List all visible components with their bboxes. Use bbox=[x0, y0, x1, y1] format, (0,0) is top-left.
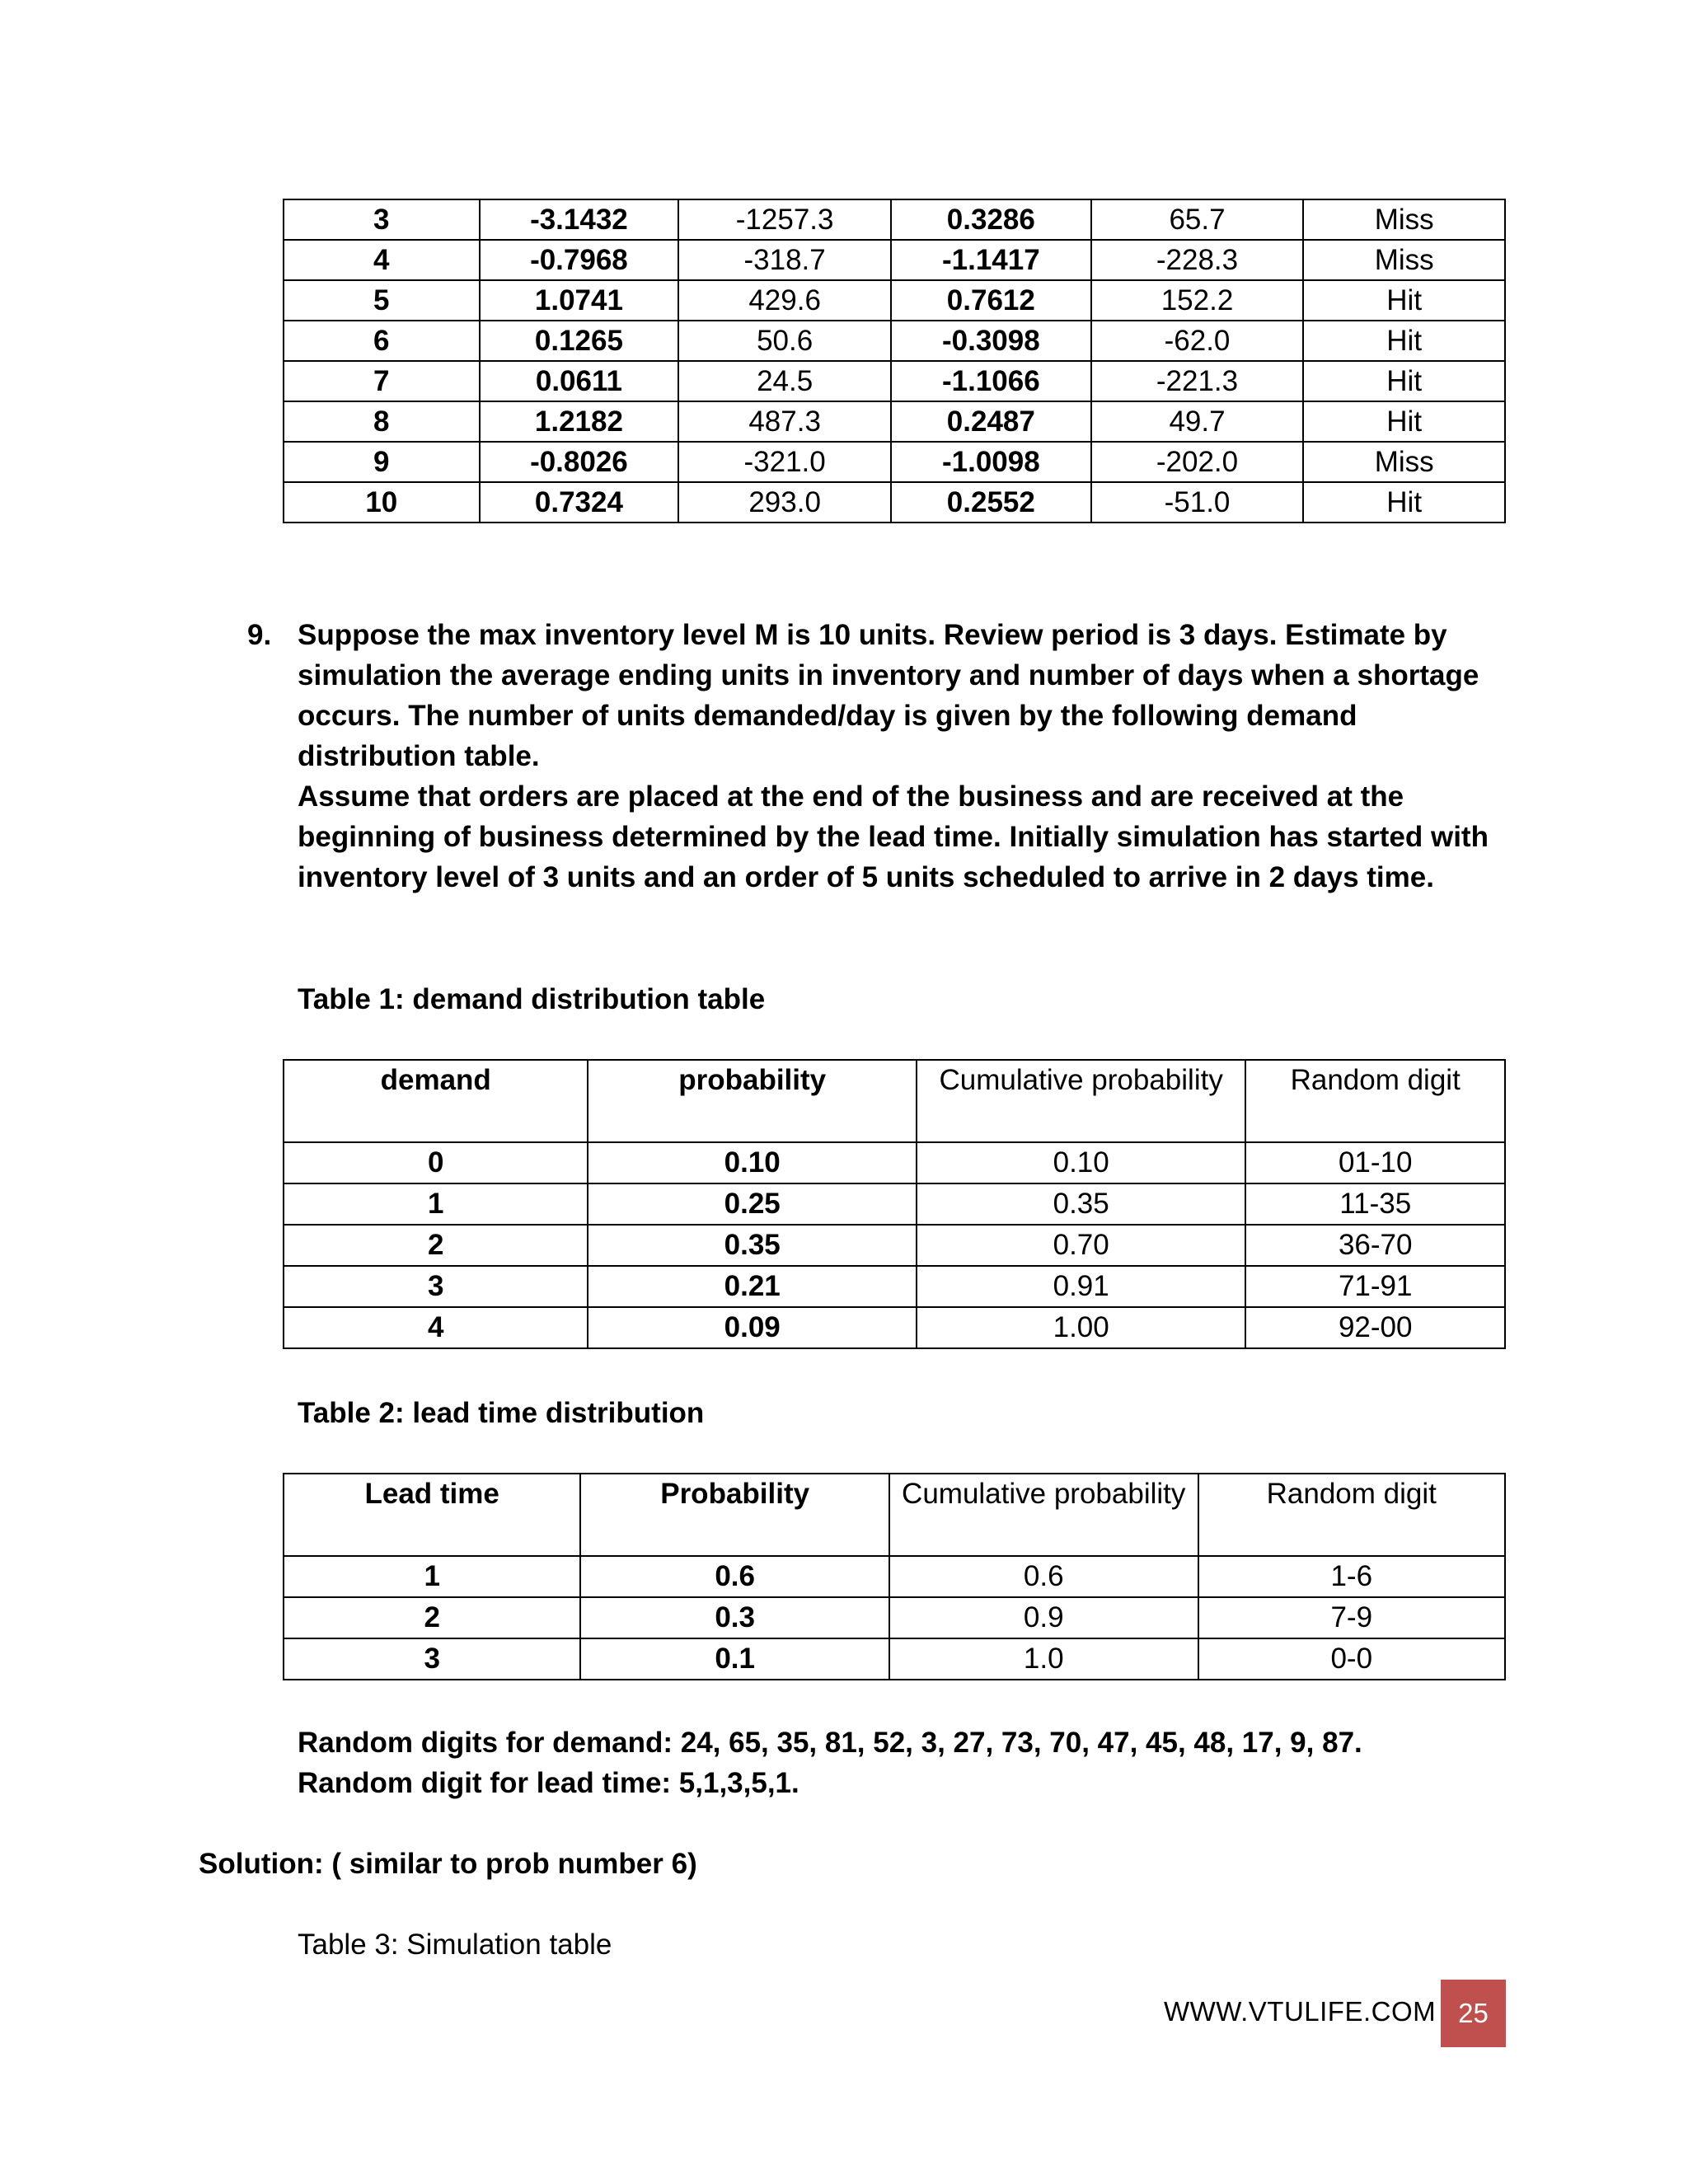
table-cell: 10 bbox=[284, 482, 480, 523]
table-cell: 0.09 bbox=[588, 1307, 916, 1348]
table-cell: 1.0741 bbox=[480, 280, 679, 321]
lead-table-title: Table 2: lead time distribution bbox=[298, 1397, 705, 1429]
solution-heading: Solution: ( similar to prob number 6) bbox=[199, 1848, 697, 1880]
column-header: demand bbox=[284, 1060, 588, 1142]
table-cell: -51.0 bbox=[1091, 482, 1304, 523]
table-cell: 1.0 bbox=[889, 1638, 1198, 1680]
table-cell: 0.35 bbox=[917, 1183, 1245, 1225]
table-row bbox=[284, 1307, 1505, 1348]
table-cell: Hit bbox=[1303, 401, 1505, 442]
table-cell: 152.2 bbox=[1091, 280, 1304, 321]
table-cell: -0.8026 bbox=[480, 442, 679, 482]
table-cell: 0 bbox=[284, 1142, 588, 1183]
table-cell: 8 bbox=[284, 401, 480, 442]
table-cell: 0.10 bbox=[588, 1142, 916, 1183]
results-table bbox=[283, 199, 1506, 523]
table-cell: -1.1066 bbox=[891, 361, 1091, 401]
table-cell: 49.7 bbox=[1091, 401, 1304, 442]
table-cell: 0.3286 bbox=[891, 199, 1091, 240]
question-paragraph: Assume that orders are placed at the end of the business and are received at the beginning of business determined by the lead time. Initially simulation has started with inventory level of 3 units and an order of 5 units scheduled to arrive in 2 days time. bbox=[298, 780, 1489, 893]
table-cell: 50.6 bbox=[678, 321, 891, 361]
random-digits-demand: Random digits for demand: 24, 65, 35, 81, 52, 3, 27, 73, 70, 47, 45, 48, 17, 9, 87. bbox=[298, 1727, 1362, 1759]
table-cell: 0.10 bbox=[917, 1142, 1245, 1183]
table-header-row bbox=[284, 1060, 1505, 1142]
table-cell: 429.6 bbox=[678, 280, 891, 321]
demand-distribution-table bbox=[283, 1059, 1506, 1349]
table-cell: 65.7 bbox=[1091, 199, 1304, 240]
table-cell: 0.7324 bbox=[480, 482, 679, 523]
table-cell: Miss bbox=[1303, 442, 1505, 482]
table-cell: 4 bbox=[284, 240, 480, 280]
question-text bbox=[298, 615, 1501, 898]
table-cell: 6 bbox=[284, 321, 480, 361]
table-cell: -1.0098 bbox=[891, 442, 1091, 482]
table-cell: 0.6 bbox=[580, 1556, 889, 1597]
demand-table-title: Table 1: demand distribution table bbox=[298, 983, 766, 1015]
table-cell: 0.3 bbox=[580, 1597, 889, 1638]
table-cell: 1-6 bbox=[1198, 1556, 1506, 1597]
table-cell: 1.00 bbox=[917, 1307, 1245, 1348]
table-cell: 7 bbox=[284, 361, 480, 401]
table-cell: 0.1265 bbox=[480, 321, 679, 361]
table-cell: -1.1417 bbox=[891, 240, 1091, 280]
question-number: 9. bbox=[247, 619, 272, 651]
table-cell: 4 bbox=[284, 1307, 588, 1348]
column-header: Lead time bbox=[284, 1474, 580, 1556]
table-row bbox=[284, 1183, 1505, 1225]
table-row bbox=[284, 1638, 1505, 1680]
table-row bbox=[284, 482, 1505, 523]
table-cell: Miss bbox=[1303, 240, 1505, 280]
table-cell: 2 bbox=[284, 1225, 588, 1266]
table-cell: -228.3 bbox=[1091, 240, 1304, 280]
column-header: Random digit bbox=[1198, 1474, 1506, 1556]
table-row bbox=[284, 240, 1505, 280]
column-header: probability bbox=[588, 1060, 916, 1142]
table-cell: 487.3 bbox=[678, 401, 891, 442]
table-row bbox=[284, 1597, 1505, 1638]
table-cell: 0.9 bbox=[889, 1597, 1198, 1638]
table-row bbox=[284, 199, 1505, 240]
table-cell: 92-00 bbox=[1245, 1307, 1505, 1348]
table-cell: 1 bbox=[284, 1183, 588, 1225]
table-row bbox=[284, 401, 1505, 442]
table-cell: Hit bbox=[1303, 280, 1505, 321]
table-cell: -318.7 bbox=[678, 240, 891, 280]
table-cell: 0.0611 bbox=[480, 361, 679, 401]
table-cell: -0.3098 bbox=[891, 321, 1091, 361]
table-cell: 293.0 bbox=[678, 482, 891, 523]
table-header-row bbox=[284, 1474, 1505, 1556]
column-header: Random digit bbox=[1245, 1060, 1505, 1142]
table-cell: 0.25 bbox=[588, 1183, 916, 1225]
random-digits-lead-time: Random digit for lead time: 5,1,3,5,1. bbox=[298, 1767, 799, 1799]
table-cell: 3 bbox=[284, 199, 480, 240]
table-cell: 0.6 bbox=[889, 1556, 1198, 1597]
table-cell: 0.21 bbox=[588, 1266, 916, 1307]
table-cell: -202.0 bbox=[1091, 442, 1304, 482]
table-cell: 1 bbox=[284, 1556, 580, 1597]
table-cell: 01-10 bbox=[1245, 1142, 1505, 1183]
footer-website: WWW.VTULIFE.COM bbox=[1164, 1996, 1437, 2027]
column-header: Cumulative probability bbox=[917, 1060, 1245, 1142]
table-cell: 71-91 bbox=[1245, 1266, 1505, 1307]
table-cell: -221.3 bbox=[1091, 361, 1304, 401]
page-number: 25 bbox=[1441, 1980, 1506, 2047]
table-row bbox=[284, 1556, 1505, 1597]
table-cell: 9 bbox=[284, 442, 480, 482]
table-cell: -321.0 bbox=[678, 442, 891, 482]
lead-time-distribution-table bbox=[283, 1473, 1506, 1680]
table-cell: 5 bbox=[284, 280, 480, 321]
table-row bbox=[284, 1142, 1505, 1183]
table-cell: 0.7612 bbox=[891, 280, 1091, 321]
table-cell: Hit bbox=[1303, 361, 1505, 401]
table-cell: -1257.3 bbox=[678, 199, 891, 240]
table-cell: 0-0 bbox=[1198, 1638, 1506, 1680]
table-row bbox=[284, 321, 1505, 361]
table-cell: 0.2552 bbox=[891, 482, 1091, 523]
table-cell: 1.2182 bbox=[480, 401, 679, 442]
column-header: Probability bbox=[580, 1474, 889, 1556]
table-cell: -3.1432 bbox=[480, 199, 679, 240]
table-cell: -0.7968 bbox=[480, 240, 679, 280]
table-row bbox=[284, 442, 1505, 482]
table-cell: 24.5 bbox=[678, 361, 891, 401]
table-cell: 0.1 bbox=[580, 1638, 889, 1680]
table-cell: 3 bbox=[284, 1638, 580, 1680]
column-header: Cumulative probability bbox=[889, 1474, 1198, 1556]
table-cell: Hit bbox=[1303, 321, 1505, 361]
table-cell: 0.2487 bbox=[891, 401, 1091, 442]
table-cell: 0.35 bbox=[588, 1225, 916, 1266]
table-row bbox=[284, 361, 1505, 401]
table-row bbox=[284, 1225, 1505, 1266]
table-row bbox=[284, 280, 1505, 321]
table-cell: 3 bbox=[284, 1266, 588, 1307]
table-cell: Hit bbox=[1303, 482, 1505, 523]
table-cell: -62.0 bbox=[1091, 321, 1304, 361]
table-row bbox=[284, 1266, 1505, 1307]
table-cell: 0.70 bbox=[917, 1225, 1245, 1266]
simulation-table-title: Table 3: Simulation table bbox=[298, 1929, 612, 1961]
table-cell: 2 bbox=[284, 1597, 580, 1638]
table-cell: Miss bbox=[1303, 199, 1505, 240]
question-paragraph: Suppose the max inventory level M is 10 units. Review period is 3 days. Estimate by simulation the average ending units in inventory and number of days when a shortage occurs. The number of units demanded/day is given by the following demand distribution table. bbox=[298, 619, 1479, 772]
table-cell: 0.91 bbox=[917, 1266, 1245, 1307]
table-cell: 7-9 bbox=[1198, 1597, 1506, 1638]
table-cell: 36-70 bbox=[1245, 1225, 1505, 1266]
table-cell: 11-35 bbox=[1245, 1183, 1505, 1225]
